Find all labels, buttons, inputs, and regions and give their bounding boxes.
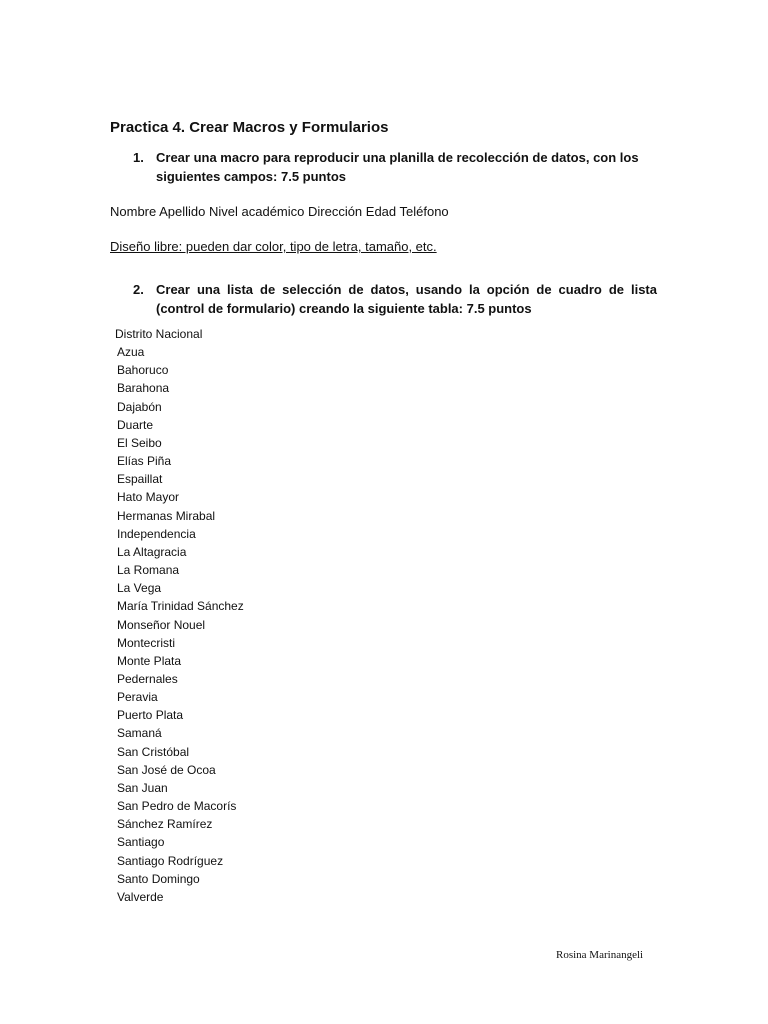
province-list-item: Valverde (117, 889, 164, 904)
province-list-item: Bahoruco (117, 363, 169, 378)
instruction-item-1-number: 1. (133, 150, 144, 165)
instruction-item-1 (133, 148, 657, 186)
province-list-item: Monte Plata (117, 653, 182, 668)
province-list-item: El Seibo (117, 435, 162, 450)
province-list-item: Espaillat (117, 472, 163, 487)
province-list (117, 325, 244, 906)
province-list-item: Hato Mayor (117, 490, 180, 505)
design-note: Diseño libre: pueden dar color, tipo de letra, tamaño, etc. (110, 239, 437, 254)
instruction-item-2-number: 2. (133, 282, 144, 297)
fields-line: Nombre Apellido Nivel académico Dirección Edad Teléfono (110, 204, 449, 219)
province-list-item: San José de Ocoa (117, 762, 216, 777)
province-list-item: La Altagracia (117, 544, 187, 559)
province-list-item: Independencia (117, 526, 196, 541)
province-list-item: Santiago Rodríguez (117, 853, 224, 868)
document-title: Practica 4. Crear Macros y Formularios (110, 119, 389, 136)
province-list-item: Hermanas Mirabal (117, 508, 216, 523)
province-list-item: Monseñor Nouel (117, 617, 206, 632)
province-list-item: San Juan (117, 780, 168, 795)
province-list-item: La Vega (117, 581, 162, 596)
province-list-item: Duarte (117, 417, 154, 432)
province-list-item: La Romana (117, 563, 180, 578)
instruction-item-2-text: Crear una lista de selección de datos, usando la opción de cuadro de lista (control de formulario) creando la siguiente tabla: 7.5 puntos (156, 282, 657, 316)
author-signature: Rosina Marinangeli (556, 949, 644, 961)
province-list-item: Pedernales (117, 671, 178, 686)
province-list-item: María Trinidad Sánchez (117, 599, 244, 614)
province-list-item: Barahona (117, 381, 170, 396)
province-list-item: Sánchez Ramírez (117, 817, 213, 832)
province-list-item: Santiago (117, 835, 165, 850)
province-list-item: Samaná (117, 726, 162, 741)
province-list-item: Dajabón (117, 399, 162, 414)
province-list-item: Puerto Plata (117, 708, 184, 723)
instruction-item-2 (133, 280, 657, 318)
province-list-item: Montecristi (117, 635, 176, 650)
province-list-item: San Pedro de Macorís (117, 799, 237, 814)
province-list-item: San Cristóbal (117, 744, 190, 759)
province-list-item: Distrito Nacional (115, 327, 203, 341)
province-list-item: Santo Domingo (117, 871, 200, 886)
province-list-item: Azua (117, 345, 145, 360)
province-list-item: Peravia (117, 690, 158, 705)
province-list-item: Elías Piña (117, 454, 172, 469)
instruction-item-1-text: Crear una macro para reproducir una planilla de recolección de datos, con los siguientes campos: 7.5 puntos (156, 150, 639, 184)
